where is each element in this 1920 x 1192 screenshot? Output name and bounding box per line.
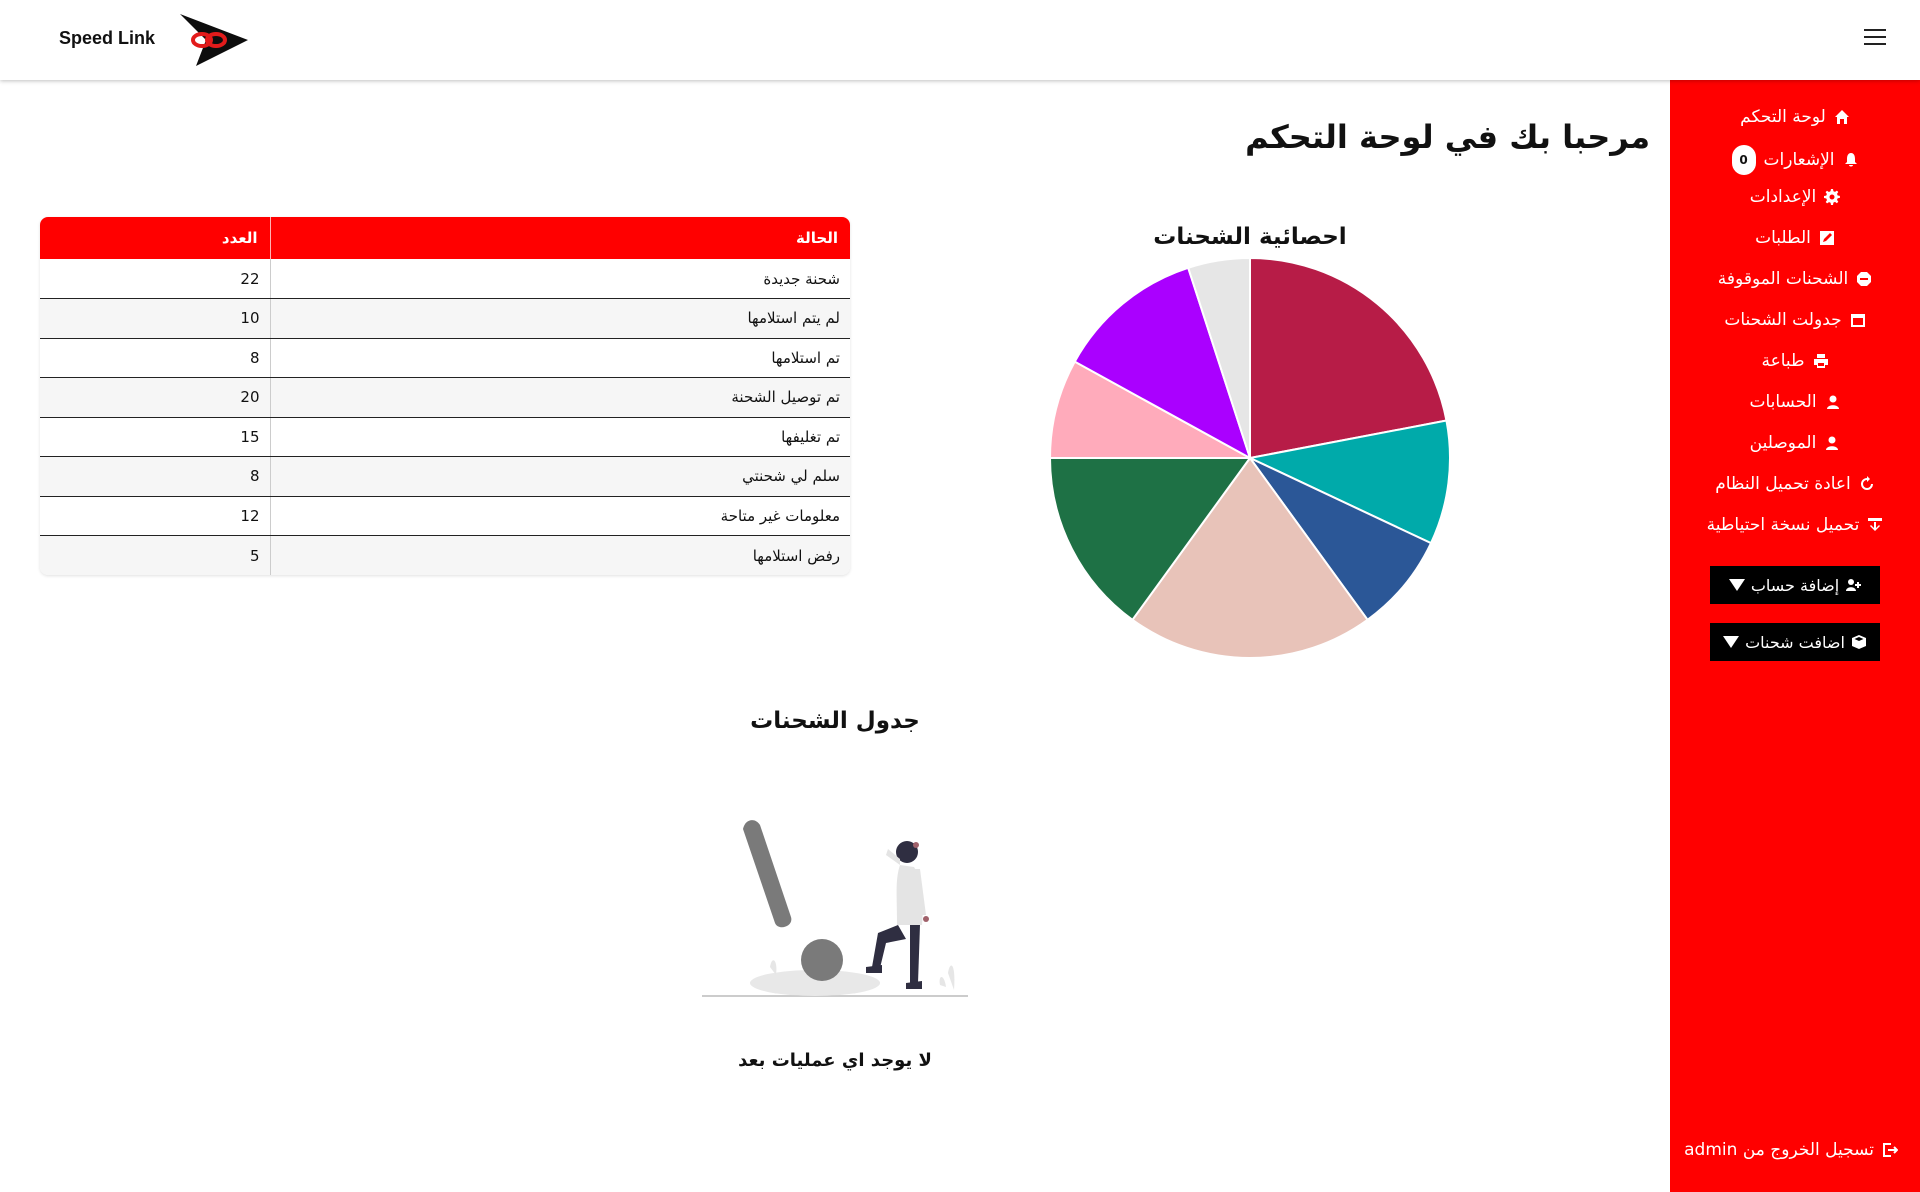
table-row [40, 338, 850, 378]
shipments-table-title: جدول الشحنات [750, 708, 920, 734]
sidebar-item-shipment-schedule[interactable] [1670, 310, 1920, 330]
page-title: مرحبا بك في لوحة التحكم [1245, 118, 1650, 156]
sidebar-item-dashboard[interactable] [1670, 107, 1920, 127]
status-cell: تم توصيل الشحنة [270, 378, 850, 418]
sidebar-item-label: الإعدادات [1749, 187, 1817, 207]
caret-down-icon [1729, 579, 1745, 591]
sidebar-item-label: الطلبات [1755, 228, 1811, 248]
status-cell: شحنة جديدة [270, 259, 850, 299]
home-icon [1834, 109, 1850, 125]
sidebar-item-label: تحميل نسخة احتياطية [1706, 515, 1860, 535]
status-cell: لم يتم استلامها [270, 299, 850, 339]
add-account-label: إضافة حساب [1750, 575, 1840, 595]
top-navbar [0, 0, 1920, 80]
sidebar-item-label: طباعة [1761, 351, 1805, 371]
status-cell: سلم لي شحنتي [270, 457, 850, 497]
sidebar-item-accounts[interactable] [1670, 392, 1920, 412]
refresh-icon [1859, 476, 1875, 492]
add-shipments-button[interactable] [1710, 623, 1880, 661]
sidebar-item-label: الشحنات الموقوفة [1717, 269, 1849, 289]
table-row [40, 259, 850, 299]
hamburger-menu-icon[interactable] [1860, 24, 1890, 54]
count-cell: 22 [40, 259, 270, 299]
sidebar-item-label: الحسابات [1749, 392, 1817, 412]
add-shipments-label: اضافت شحنات [1745, 632, 1845, 652]
sidebar-item-backup-download[interactable] [1670, 515, 1920, 535]
bell-icon [1843, 152, 1859, 168]
table-row [40, 496, 850, 536]
logout-icon [1882, 1142, 1898, 1158]
logout-label: تسجيل الخروج من admin [1684, 1140, 1874, 1160]
table-row [40, 457, 850, 497]
chart-title: احصائية الشحنات [1153, 224, 1347, 250]
printer-icon [1813, 353, 1829, 369]
calendar-icon [1850, 312, 1866, 328]
user-icon [1824, 435, 1840, 451]
table-header-row [40, 217, 850, 259]
sidebar-item-label: الإشعارات [1763, 150, 1835, 170]
sidebar-item-print[interactable] [1670, 351, 1920, 371]
count-cell: 10 [40, 299, 270, 339]
status-cell: معلومات غير متاحة [270, 496, 850, 536]
gear-icon [1824, 189, 1840, 205]
sidebar-item-label: اعادة تحميل النظام [1715, 474, 1851, 494]
status-cell: رفض استلامها [270, 536, 850, 576]
sidebar-item-label: جدولت الشحنات [1724, 310, 1842, 330]
empty-state-illustration [700, 815, 970, 1000]
status-cell: تم استلامها [270, 338, 850, 378]
user-icon [1825, 394, 1841, 410]
sidebar-item-reload-system[interactable] [1670, 474, 1920, 494]
sidebar-item-orders[interactable] [1670, 228, 1920, 248]
shipments-pie-chart [1042, 250, 1458, 666]
brand-logo[interactable] [178, 12, 250, 68]
caret-down-icon [1723, 636, 1739, 648]
sidebar-item-label: الموصلين [1749, 433, 1817, 453]
count-cell: 8 [40, 338, 270, 378]
count-cell: 20 [40, 378, 270, 418]
table-row [40, 299, 850, 339]
count-cell: 8 [40, 457, 270, 497]
stats-table [40, 217, 850, 575]
brand-name[interactable]: Speed Link [59, 28, 156, 48]
count-cell: 15 [40, 417, 270, 457]
box-icon [1851, 634, 1867, 650]
sidebar [1670, 80, 1920, 1192]
table-row [40, 417, 850, 457]
table-row [40, 536, 850, 576]
user-add-icon [1845, 577, 1861, 593]
logout-link[interactable] [1684, 1140, 1898, 1160]
table-row [40, 378, 850, 418]
status-cell: تم تغليفها [270, 417, 850, 457]
empty-state-message: لا يوجد اي عمليات بعد [738, 1050, 932, 1071]
sidebar-item-label: لوحة التحكم [1740, 107, 1826, 127]
sidebar-item-couriers[interactable] [1670, 433, 1920, 453]
notification-count-badge: 0 [1732, 145, 1756, 175]
stop-icon [1856, 271, 1872, 287]
sidebar-item-stopped-shipments[interactable] [1670, 269, 1920, 289]
sidebar-item-notifications[interactable] [1670, 145, 1920, 175]
column-header-count: العدد [40, 217, 270, 259]
column-header-status: الحالة [270, 217, 850, 259]
download-icon [1867, 517, 1883, 533]
edit-square-icon [1819, 230, 1835, 246]
count-cell: 12 [40, 496, 270, 536]
sidebar-item-settings[interactable] [1670, 187, 1920, 207]
count-cell: 5 [40, 536, 270, 576]
add-account-button[interactable] [1710, 566, 1880, 604]
